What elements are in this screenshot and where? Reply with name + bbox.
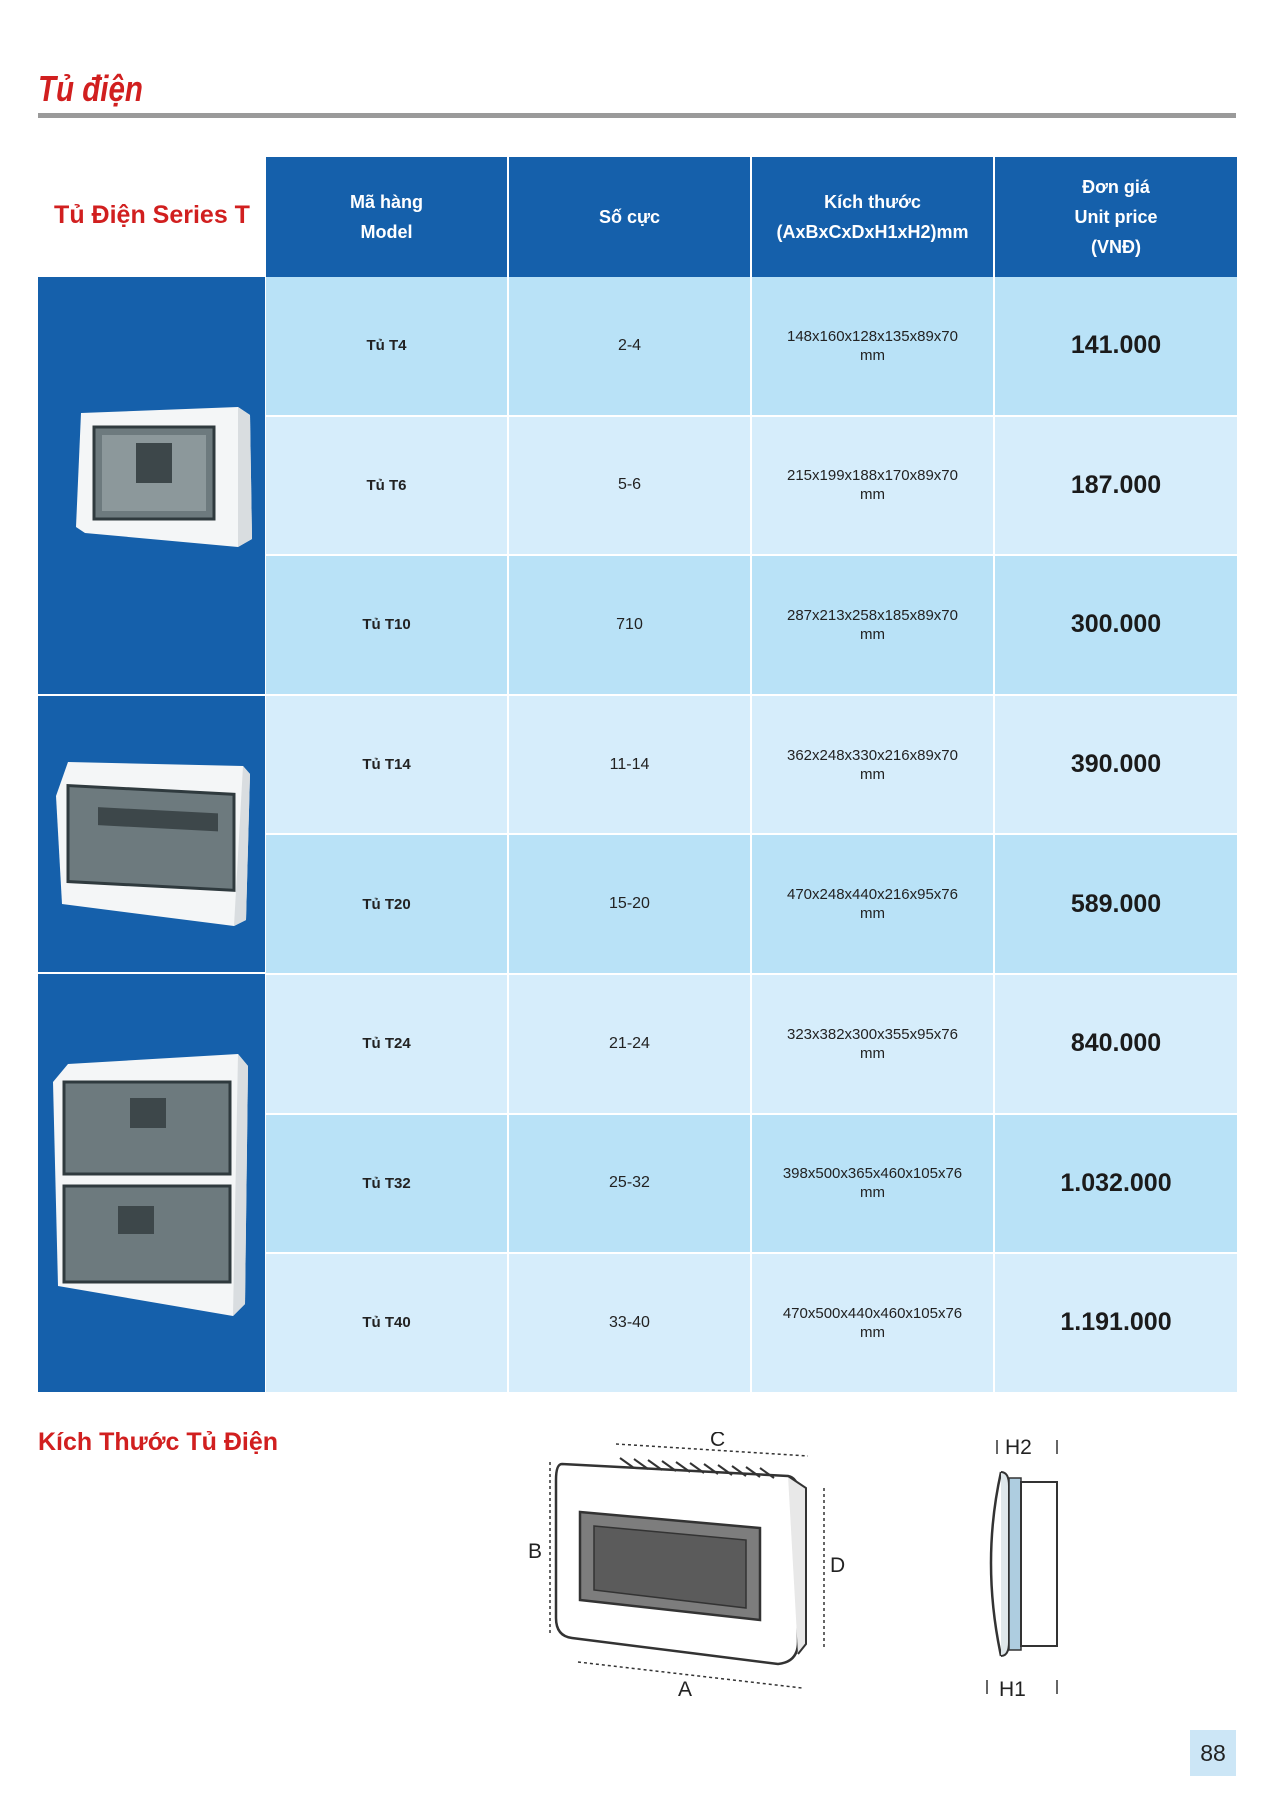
product-image-panel-large <box>38 974 265 1394</box>
price-cell: 390.000 <box>995 696 1237 834</box>
price-cell: 1.191.000 <box>995 1254 1237 1392</box>
header-model <box>266 157 509 277</box>
table-row <box>266 835 1237 975</box>
dimensions-value: 323x382x300x355x95x76 <box>787 1025 958 1043</box>
dimensions-unit: mm <box>860 346 885 364</box>
title-divider <box>38 113 1236 118</box>
label-a: A <box>678 1678 693 1701</box>
header-price-line-3: (VNĐ) <box>1091 237 1141 257</box>
dimensions-unit: mm <box>860 625 885 643</box>
dimensions-value: 148x160x128x135x89x70 <box>787 327 958 345</box>
table-row <box>266 1115 1237 1255</box>
large-cabinet-image <box>38 974 265 1394</box>
price-cell: 141.000 <box>995 277 1237 415</box>
table-row <box>266 696 1237 836</box>
header-model-line-1: Mã hàng <box>349 192 423 212</box>
model-cell: Tủ T24 <box>266 975 509 1113</box>
label-d: D <box>830 1554 846 1577</box>
header-price-line-1: Đơn giá <box>1082 177 1150 197</box>
dimensions-cell <box>752 277 995 415</box>
dimensions-unit: mm <box>860 486 885 504</box>
header-dimensions-line-1: Kích thước <box>824 192 921 212</box>
label-h1: H1 <box>999 1678 1026 1701</box>
model-cell: Tủ T14 <box>266 696 509 834</box>
header-model-line-2: Model <box>360 222 413 242</box>
dimensions-cell <box>752 556 995 694</box>
dimensions-unit: mm <box>860 1044 885 1062</box>
header-price <box>995 157 1237 277</box>
poles-cell: 15-20 <box>509 835 752 973</box>
model-cell: Tủ T32 <box>266 1115 509 1253</box>
product-table <box>266 277 1237 1394</box>
model-cell: Tủ T4 <box>266 277 509 415</box>
poles-cell: 5-6 <box>509 417 752 555</box>
poles-cell: 21-24 <box>509 975 752 1113</box>
side-dimension-diagram <box>975 1432 1085 1702</box>
dimensions-value: 215x199x188x170x89x70 <box>787 467 958 485</box>
model-cell: Tủ T40 <box>266 1254 509 1392</box>
dimensions-value: 362x248x330x216x89x70 <box>787 746 958 764</box>
product-image-panel-small <box>38 277 265 696</box>
dimensions-cell <box>752 696 995 834</box>
dimensions-cell <box>752 975 995 1113</box>
price-cell: 187.000 <box>995 417 1237 555</box>
model-cell: Tủ T20 <box>266 835 509 973</box>
header-dimensions <box>752 157 995 277</box>
dimensions-cell <box>752 1115 995 1253</box>
dimensions-unit: mm <box>860 1323 885 1341</box>
dimensions-value: 287x213x258x185x89x70 <box>787 606 958 624</box>
header-poles-line-1: Số cực <box>598 207 661 227</box>
poles-cell: 11-14 <box>509 696 752 834</box>
dimensions-cell <box>752 1254 995 1392</box>
dimensions-value: 398x500x365x460x105x76 <box>782 1165 963 1183</box>
dimensions-unit: mm <box>860 765 885 783</box>
small-cabinet-image <box>38 277 265 696</box>
table-header <box>266 157 1237 277</box>
model-cell: Tủ T10 <box>266 556 509 694</box>
dimensions-cell <box>752 835 995 973</box>
dimensions-cell <box>752 417 995 555</box>
header-price-line-2: Unit price <box>1074 207 1158 227</box>
table-row <box>266 1254 1237 1394</box>
poles-cell: 33-40 <box>509 1254 752 1392</box>
header-poles <box>509 157 752 277</box>
table-row <box>266 417 1237 557</box>
label-c: C <box>710 1432 726 1451</box>
price-cell: 840.000 <box>995 975 1237 1113</box>
table-row <box>266 975 1237 1115</box>
price-cell: 1.032.000 <box>995 1115 1237 1253</box>
price-cell: 589.000 <box>995 835 1237 973</box>
front-dimension-diagram <box>520 1432 860 1702</box>
dimensions-value: 470x500x440x460x105x76 <box>782 1304 963 1322</box>
poles-cell: 710 <box>509 556 752 694</box>
dimensions-unit: mm <box>860 1184 885 1202</box>
model-cell: Tủ T6 <box>266 417 509 555</box>
label-b: B <box>528 1540 543 1563</box>
dimensions-unit: mm <box>860 905 885 923</box>
label-h2: H2 <box>1005 1436 1032 1459</box>
table-row <box>266 556 1237 696</box>
dimensions-value: 470x248x440x216x95x76 <box>787 886 958 904</box>
dimension-section-title: Kích Thước Tủ Điện <box>38 1428 279 1456</box>
poles-cell: 25-32 <box>509 1115 752 1253</box>
price-cell: 300.000 <box>995 556 1237 694</box>
series-label: Tủ Điện Series T <box>54 200 250 229</box>
page-title: Tủ điện <box>38 68 143 109</box>
page-number: 88 <box>1190 1730 1236 1776</box>
poles-cell: 2-4 <box>509 277 752 415</box>
product-image-panel-medium <box>38 696 265 974</box>
table-row <box>266 277 1237 417</box>
medium-cabinet-image <box>38 696 265 974</box>
header-dimensions-line-2: (AxBxCxDxH1xH2)mm <box>776 222 969 242</box>
